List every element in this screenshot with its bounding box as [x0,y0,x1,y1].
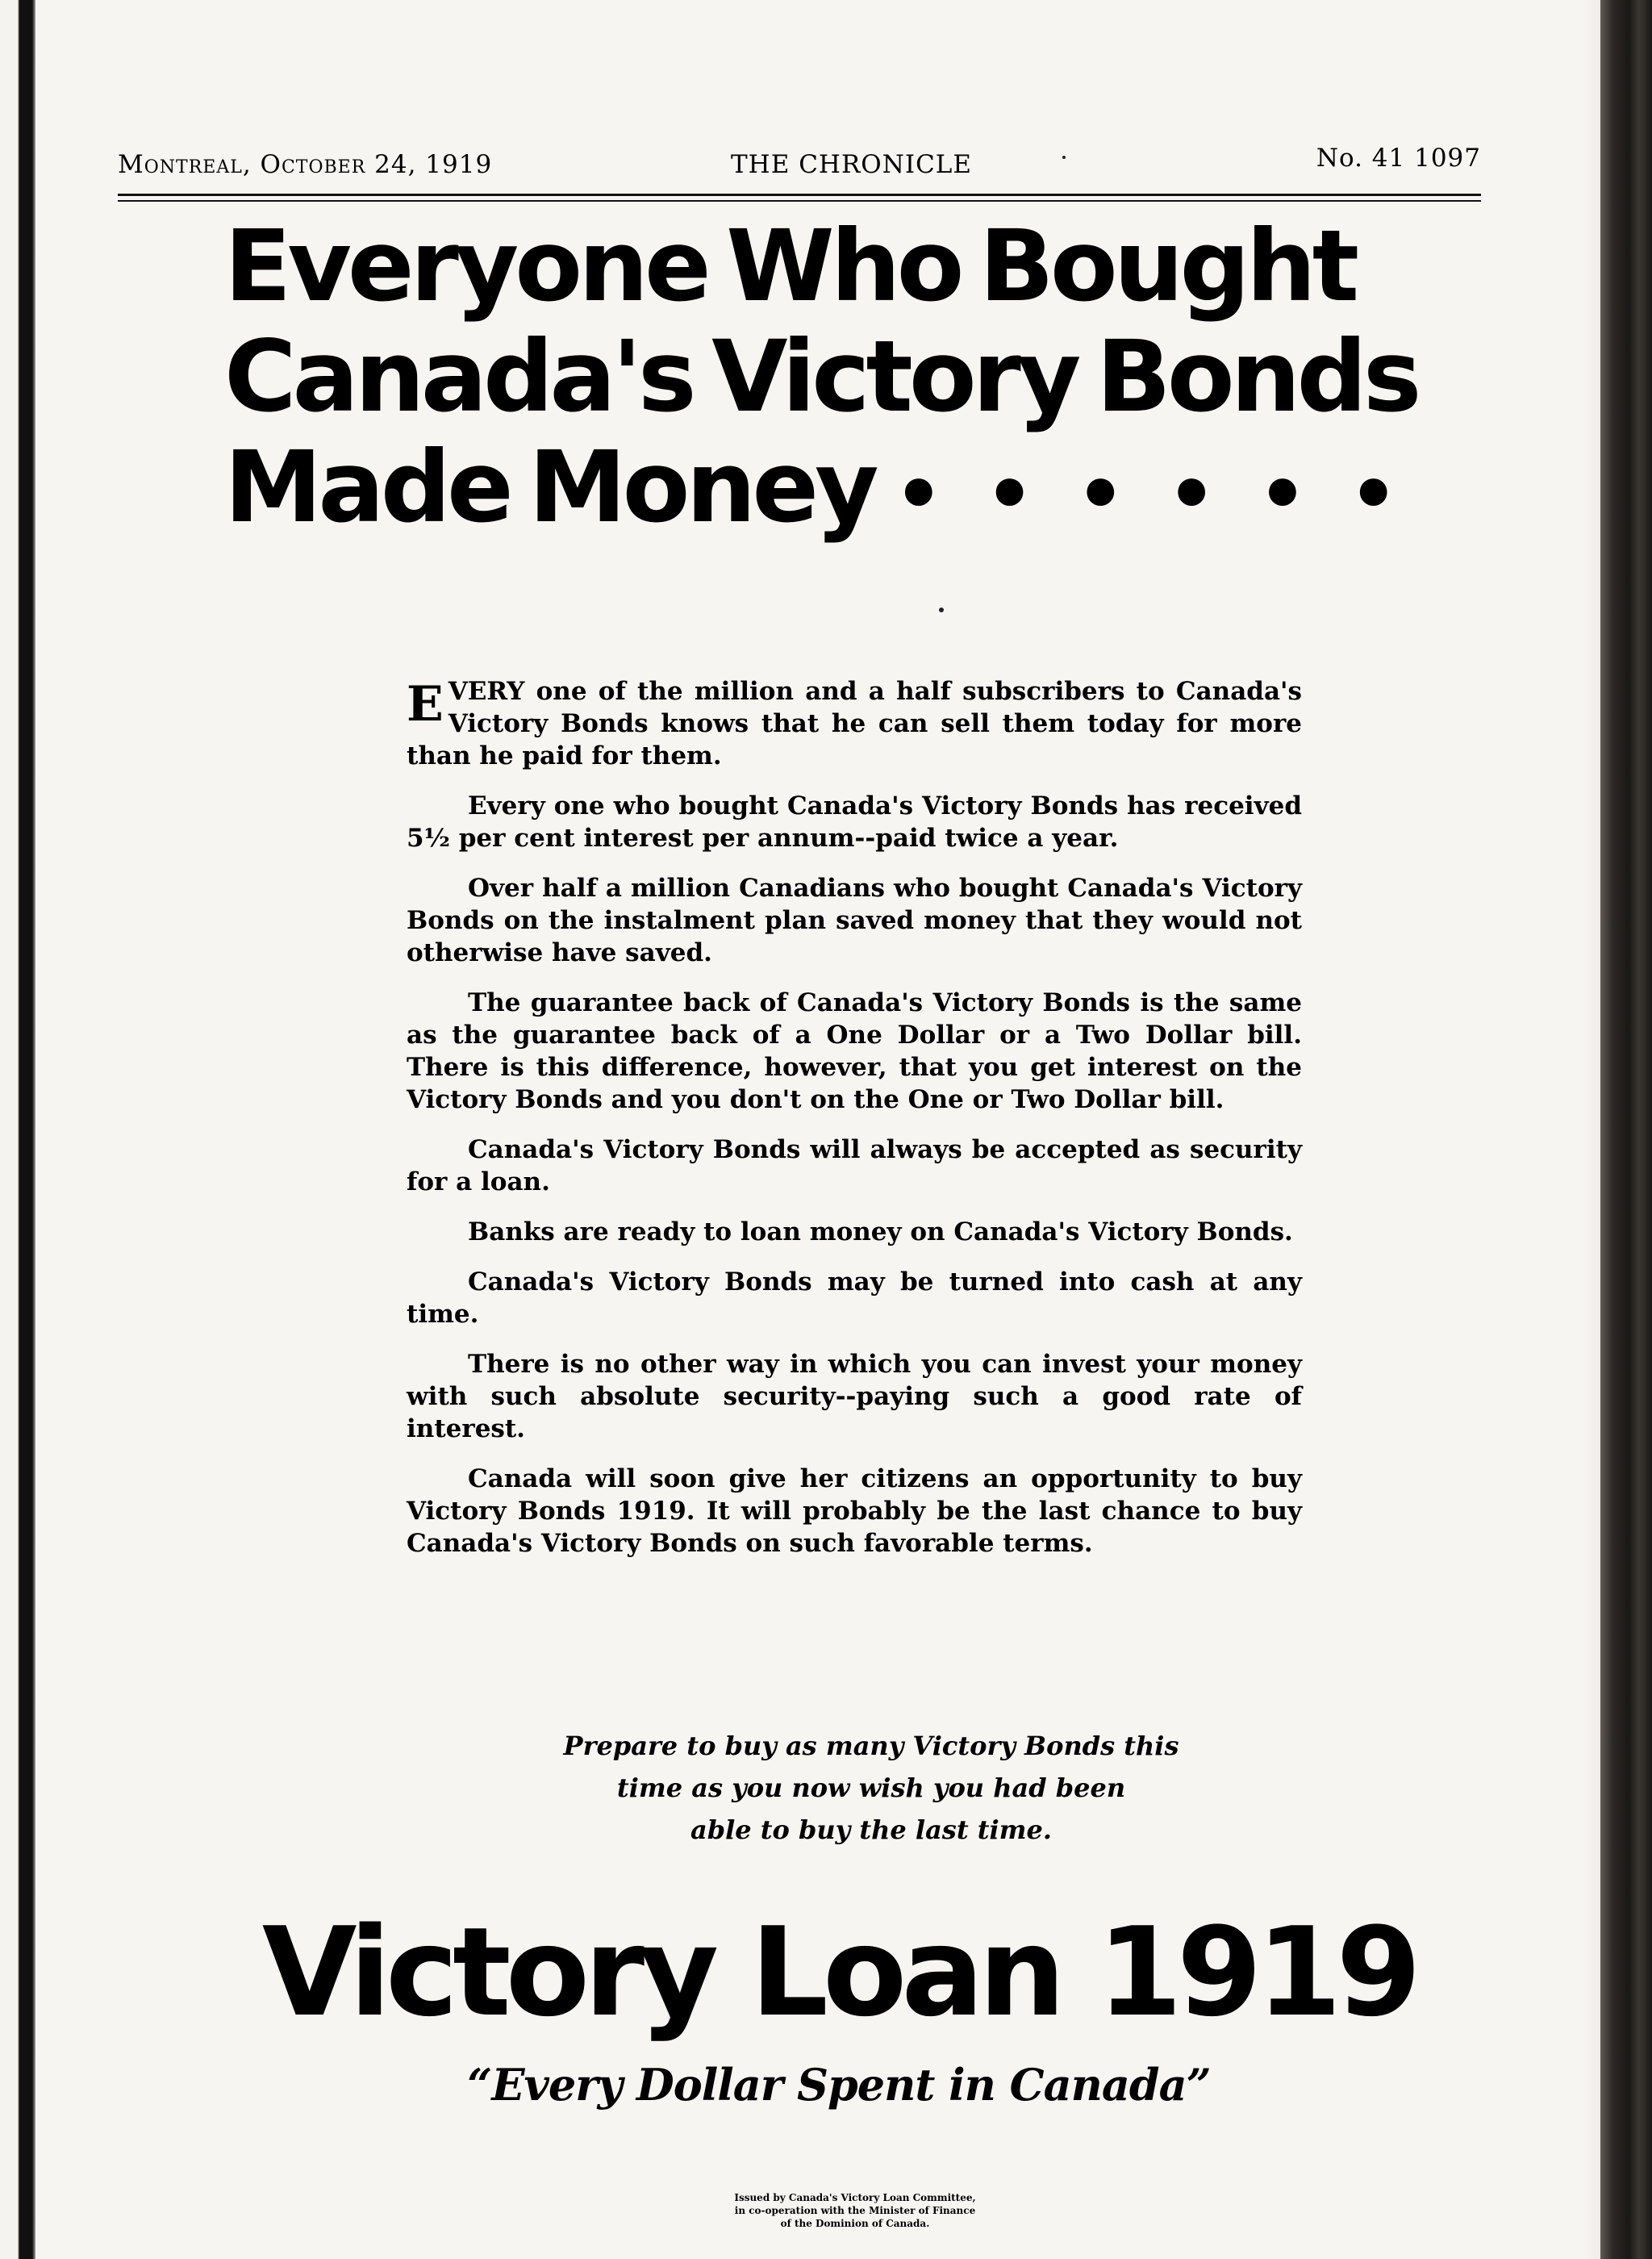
headline-line-3 [224,430,1412,550]
campaign-slogan: “Every Dollar Spent in Canada” [467,2059,1211,2111]
page-header [118,144,1481,190]
issue-number: No. 41 1097 [1316,144,1481,173]
ad-headline [224,209,1418,550]
body-paragraph: There is no other way in which you can invest your money with such absolute security--paying such a good rate of interest. [407,1350,1302,1443]
headline-line-3-text: Made Money [224,430,875,545]
body-paragraph: Every one who bought Canada's Victory Bonds has received 5½ per cent interest per annum--paid twice a year. [407,791,1302,853]
body-paragraph: Canada's Victory Bonds may be turned into cash at any time. [407,1267,1302,1329]
dateline: Montreal, October 24, 1919 [118,150,493,179]
body-paragraph: The guarantee back of Canada's Victory Bonds is the same as the guarantee back of a One Dollar or a Two Dollar bill. There is this difference, however, that you get interest on the Victory Bonds and you don't on the One or Two Dollar bill. [407,988,1302,1114]
closing-line-1: Prepare to buy as many Victory Bonds this [563,1731,1179,1761]
closing-line-2: time as you now wish you had been [616,1773,1126,1803]
ad-body-copy [407,675,1302,1577]
victory-loan-title: Victory Loan 1919 [261,1901,1416,2044]
body-paragraph: Canada's Victory Bonds will always be accepted as security for a loan. [407,1135,1302,1196]
publisher-imprint [629,2191,1081,2230]
headline-line-1: Everyone Who Bought [224,209,1356,324]
headline-line-2: Canada's Victory Bonds [224,319,1418,434]
print-speck [939,608,944,612]
closing-line-3: able to buy the last time. [690,1814,1053,1845]
body-paragraph [407,675,1302,772]
imprint-line-3: of the Dominion of Canada. [780,2218,930,2229]
header-rule [118,194,1481,196]
drop-cap: E [407,676,444,733]
book-binding-edge [1600,0,1652,2259]
body-paragraph: Over half a million Canadians who bought Canada's Victory Bonds on the instalment plan saved money that they would not otherwise have saved. [407,874,1302,967]
body-paragraph: Canada will soon give her citizens an opportunity to buy Victory Bonds 1919. It will probably be the last chance to buy Canada's Victory Bonds on such favorable terms. [407,1464,1302,1558]
body-paragraph-text: VERY one of the million and a half subscribers to Canada's Victory Bonds knows that he can sell them today for more than he paid for them. [407,677,1302,770]
body-paragraph: Banks are ready to loan money on Canada's Victory Bonds. [468,1217,1293,1246]
header-rule-secondary [118,200,1481,202]
publication-name: THE CHRONICLE [731,150,973,179]
headline-dots: • • • • • • [894,449,1412,540]
imprint-line-1: Issued by Canada's Victory Loan Committee, [734,2192,976,2203]
closing-appeal [500,1725,1242,1851]
left-page-edge [0,0,37,2259]
print-speck [1062,156,1066,159]
imprint-line-2: in co-operation with the Minister of Finance [734,2205,976,2216]
